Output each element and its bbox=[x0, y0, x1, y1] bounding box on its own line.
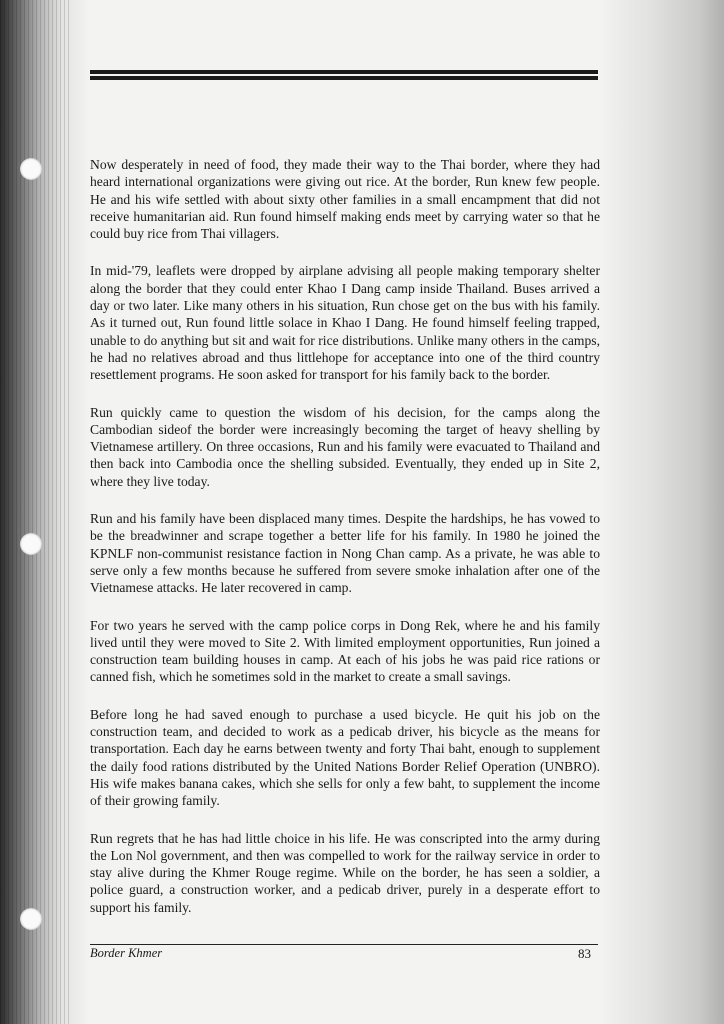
paragraph: Run and his family have been displaced many times. Despite the hardships, he has vowed to be the breadwinner and scrape together a better life for his family. In 1980 he joined the KPNLF non-communist resistance faction in Nong Chan camp. As a private, he was able to serve only a few months because he suffered from severe smoke inhalation after one of the Vietnamese attacks. He later recovered in camp. bbox=[90, 511, 600, 596]
footer-page-number: 83 bbox=[578, 946, 591, 961]
paragraph: Run quickly came to question the wisdom of his decision, for the camps along the Cambodian sideof the border were increasingly becoming the target of heavy shelling by Vietnamese artillery. On three occasions, Run and his family were evacuated to Thailand and then back into Cambodia once the shelling subsided. Eventually, they ended up in Site 2, where they live today. bbox=[90, 404, 600, 489]
paragraph: Run regrets that he has had little choice in his life. He was conscripted into the army during the Lon Nol government, and then was compelled to work for the railway service in order to stay alive during the Khmer Rouge regime. While on the border, he has seen a soldier, a police guard, a construction worker, and a pedicab driver, purely in a desperate effort to support his family. bbox=[90, 830, 600, 915]
footer-rule bbox=[90, 944, 598, 945]
footer-publication: Border Khmer bbox=[90, 946, 163, 960]
article-body bbox=[90, 156, 600, 936]
header-double-rule bbox=[90, 70, 598, 80]
punch-hole bbox=[20, 533, 42, 555]
punch-hole bbox=[20, 908, 42, 930]
punch-hole bbox=[20, 158, 42, 180]
scan-edge-shadow bbox=[0, 0, 70, 1024]
paragraph: For two years he served with the camp police corps in Dong Rek, where he and his family lived until they were moved to Site 2. With limited employment opportunities, Run joined a construction team building houses in camp. At each of his jobs he was paid rice rations or canned fish, which he sometimes sold in the market to create a small savings. bbox=[90, 617, 600, 685]
paragraph: Now desperately in need of food, they made their way to the Thai border, where they had heard international organizations were giving out rice. At the border, Run knew few people. He and his wife settled with about sixty other families in a small encampment that did not receive humanitarian aid. Run found himself making ends meet by carrying water so that he could buy rice from Thai villagers. bbox=[90, 157, 600, 242]
paragraph: In mid-'79, leaflets were dropped by airplane advising all people making temporary shelter along the border that they could enter Khao I Dang camp inside Thailand. Buses arrived a day or two later. Like many others in his situation, Run chose get on the bus with his family. As it turned out, Run found little solace in Khao I Dang. He found himself feeling trapped, unable to do anything but sit and wait for rice distributions. Unlike many others in the camps, he had no relatives abroad and thus littlehope for acceptance into one of the third country resettlement programs. He soon asked for transport for his family back to the border. bbox=[90, 263, 600, 383]
paragraph: Before long he had saved enough to purchase a used bicycle. He quit his job on the construction team, and decided to work as a pedicab driver, his bicycle as the means for transportation. Each day he earns between twenty and forty Thai baht, enough to supplement the daily food rations distributed by the United Nations Border Relief Operation (UNBRO). His wife makes banana cakes, which she sells for only a few baht, to supplement the income of their growing family. bbox=[90, 706, 600, 809]
